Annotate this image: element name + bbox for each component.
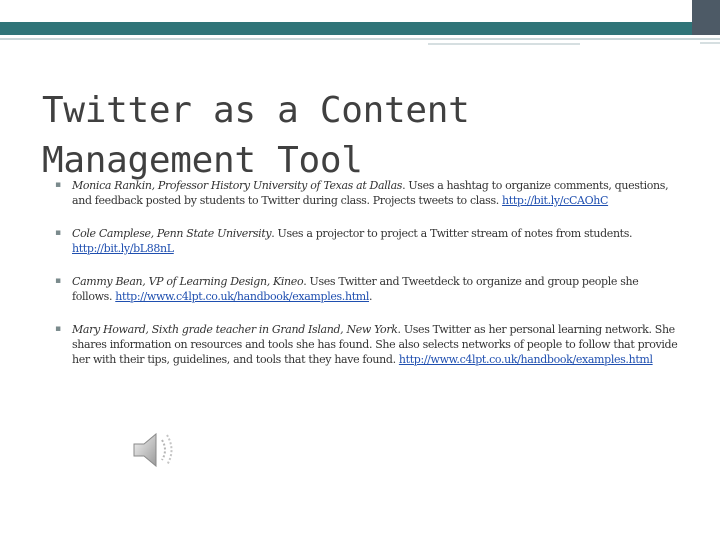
- bullet-trailing: .: [369, 290, 373, 303]
- person-name: Monica Rankin, Professor History University of Texas at Dallas: [72, 179, 403, 192]
- speaker-icon-graphic: [130, 426, 182, 474]
- person-name: Mary Howard, Sixth grade teacher in Grand Island, New York: [72, 323, 398, 336]
- slide-title: Twitter as a Content Management Tool: [42, 90, 470, 181]
- divider: [0, 38, 720, 40]
- bullet-link[interactable]: http://www.c4lpt.co.uk/handbook/examples.html: [398, 353, 653, 366]
- bullet-link[interactable]: http://www.c4lpt.co.uk/handbook/examples.html: [115, 290, 370, 303]
- speaker-icon[interactable]: [130, 426, 182, 474]
- bullet-icon: ▪: [55, 180, 61, 190]
- top-bar: [0, 0, 720, 22]
- bullet-text: . Uses a hashtag to organize comments, questions, and feedback posted by students to Twitter during class. Projects tweets to class.: [72, 179, 669, 207]
- header-band: [0, 22, 720, 35]
- person-name: Cole Camplese, Penn State University: [72, 227, 272, 240]
- list-item: [50, 274, 680, 304]
- list-item: [50, 226, 680, 256]
- bullet-icon: ▪: [55, 324, 61, 334]
- person-name: Cammy Bean, VP of Learning Design, Kineo: [72, 275, 304, 288]
- bullet-text: . Uses Twitter and Tweetdeck to organize and group people she follows.: [72, 275, 639, 303]
- bullet-text: . Uses a projector to project a Twitter stream of notes from students.: [271, 227, 633, 240]
- bullet-link[interactable]: http://bit.ly/cCAOhC: [502, 194, 609, 207]
- bullet-list: [50, 178, 680, 367]
- header-corner-band: [692, 0, 720, 35]
- bullet-text: . Uses Twitter as her personal learning network. She shares information on resources and tools she has found. She also selects networks of people to follow that provide her with their tips, guidelines, and tools that they have found.: [72, 323, 678, 366]
- bullet-icon: ▪: [55, 276, 61, 286]
- list-item: [50, 322, 680, 367]
- bullet-link[interactable]: http://bit.ly/bL88nL: [72, 242, 174, 255]
- divider: [428, 43, 580, 45]
- bullet-icon: ▪: [55, 228, 61, 238]
- divider: [700, 42, 720, 44]
- list-item: [50, 178, 680, 208]
